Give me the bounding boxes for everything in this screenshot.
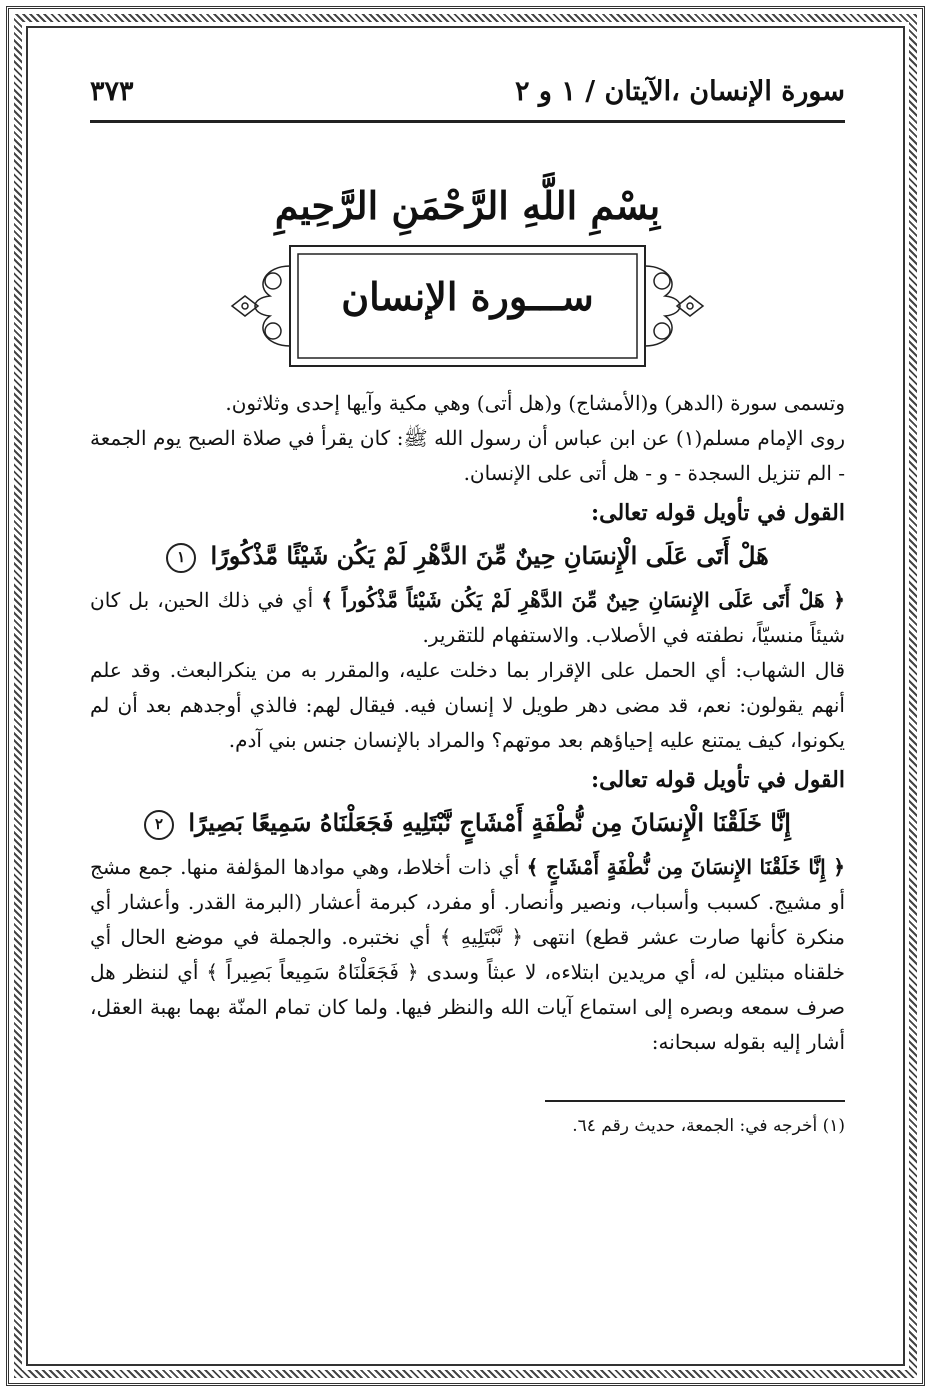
verse-1 — [90, 533, 845, 579]
section-heading-2: القول في تأويل قوله تعالى: — [591, 767, 845, 793]
verse-2 — [90, 800, 845, 846]
tafsir-text-1: أي في ذلك الحين، بل كان شيئاً منسيّاً، نطفته في الأصلاب. والاستفهام للتقرير. — [90, 588, 845, 647]
section-heading-1: القول في تأويل قوله تعالى: — [591, 500, 845, 526]
ayah-number-marker-1: ١ — [166, 543, 196, 573]
hadith-paragraph: روى الإمام مسلم(١) عن ابن عباس أن رسول الله ﷺ: كان يقرأ في صلاة الصبح يوم الجمعة - الم تنزيل السجدة - و - هل أتى على الإنسان. — [90, 426, 845, 485]
header-title: سورة الإنسان ،الآيتان / ١ و ٢ — [515, 76, 845, 107]
surah-name: ســـورة الإنسان — [341, 274, 594, 319]
tafsir-text-2: أي ذات أخلاط، وهي موادها المؤلفة منها. جمع مشج أو مشيج. كسبب وأسباب، ونصير وأنصار. أو مفرد، كبرمة أعشار (البرمة القدر. وأعشار أي منكرة كأنها صارت عشر قطع) انتهى ﴿ نَّبْتَلِيهِ ﴾ أي نختبره. والجملة في موضع الحال أي خلقناه مبتلين له، أي مريدين ابتلاءه، لا عبثاً وسدى ﴿ فَجَعَلْنَاهُ سَمِيعاً بَصِيراً ﴾ أي لننظر هل صرف سمعه وبصره إلى استماع آيات الله والنظر فيها. ولما كان تمام المنّة بهما بهبة العقل، أشار إليه بقوله سبحانه: — [90, 855, 845, 1054]
tafsir-paragraph-2 — [90, 850, 845, 1060]
tafsir-quote-2: ﴿ إِنَّا خَلَقْنَا الإِنسَانَ مِن نُّطْفَةٍ أَمْشَاجٍ ﴾ — [526, 855, 845, 879]
basmala: بِسْمِ اللَّهِ الرَّحْمَنِ الرَّحِيمِ — [274, 183, 661, 228]
verse-1-text: هَلْ أَتَى عَلَى الْإِنسَانِ حِينٌ مِّنَ الدَّهْرِ لَمْ يَكُن شَيْئًا مَّذْكُورًا — [210, 541, 769, 570]
surah-title-cartouche — [90, 236, 845, 376]
footnote-separator — [545, 1100, 845, 1102]
running-header — [90, 60, 845, 123]
page-number: ٣٧٣ — [90, 76, 134, 107]
tafsir-paragraph-1 — [90, 583, 845, 653]
verse-2-text: إِنَّا خَلَقْنَا الْإِنسَانَ مِن نُّطْفَةٍ أَمْشَاجٍ نَّبْتَلِيهِ فَجَعَلْنَاهُ سَمِيعًا بَصِيرًا — [188, 808, 791, 837]
footnote: (١) أخرجه في: الجمعة، حديث رقم ٦٤. — [572, 1116, 845, 1136]
ayah-number-marker-2: ٢ — [144, 810, 174, 840]
surah-names-paragraph: وتسمى سورة (الدهر) و(الأمشاج) و(هل أتى) وهي مكية وآيها إحدى وثلاثون. — [225, 391, 845, 415]
tafsir-quote-1: ﴿ هَلْ أَتَى عَلَى الإِنسَانِ حِينٌ مِّنَ الدَّهْرِ لَمْ يَكُن شَيْئاً مَّذْكُوراً ﴾ — [321, 588, 845, 612]
book-page — [90, 60, 845, 1360]
shihab-paragraph: قال الشهاب: أي الحمل على الإقرار بما دخلت عليه، والمقرر به من ينكرالبعث. وقد علم أنهم يقولون: نعم، قد مضى دهر طويل لا إنسان فيه. فيقال لهم: فالذي أوجدهم بعد أن لم يكونوا، كيف يمتنع عليه إحياؤهم بعد موتهم؟ والمراد بالإنسان جنس بني آدم. — [90, 658, 845, 752]
